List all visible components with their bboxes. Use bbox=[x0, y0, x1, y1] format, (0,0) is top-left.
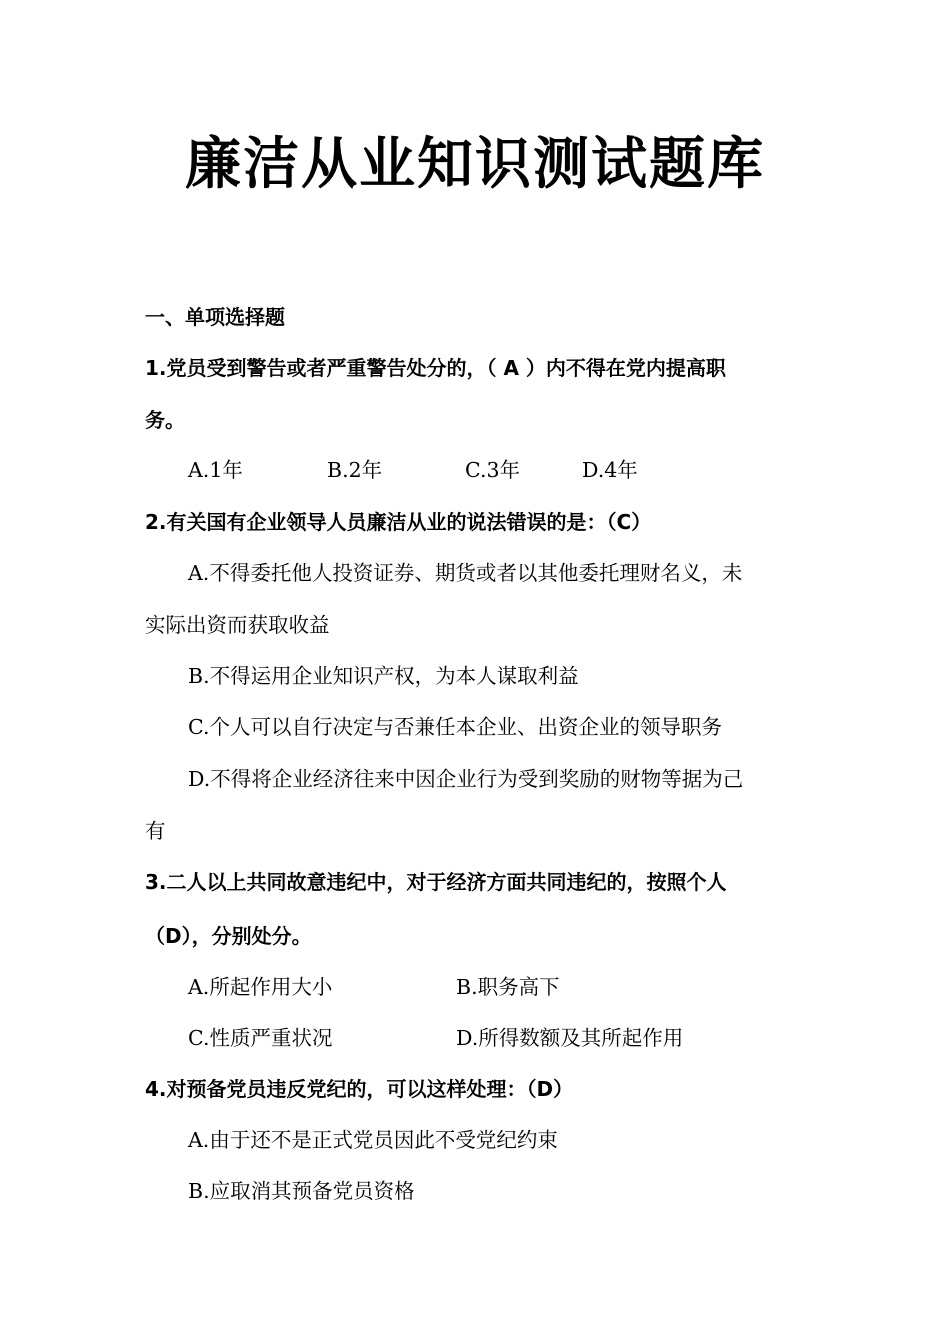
question-2-option-b: B.不得运用企业知识产权，为本人谋取利益 bbox=[188, 664, 579, 688]
question-1-option-b: B.2年 bbox=[327, 458, 383, 482]
question-2-option-a-cont: 实际出资而获取收益 bbox=[145, 613, 330, 637]
document-title: 廉洁从业知识测试题库 bbox=[185, 132, 765, 197]
question-4-option-b: B.应取消其预备党员资格 bbox=[188, 1179, 415, 1203]
question-4-text: 4.对预备党员违反党纪的，可以这样处理：（D） bbox=[145, 1077, 574, 1101]
question-1-option-c: C.3年 bbox=[465, 458, 521, 482]
question-3-option-d: D.所得数额及其所起作用 bbox=[456, 1026, 684, 1050]
question-1-text-cont: 务。 bbox=[145, 408, 185, 432]
question-1-option-d: D.4年 bbox=[582, 458, 638, 482]
question-3-option-b: B.职务高下 bbox=[456, 975, 560, 999]
question-1-text: 1.党员受到警告或者严重警告处分的，（ A ）内不得在党内提高职 bbox=[145, 356, 726, 380]
question-3-text-cont: （D），分别处分。 bbox=[145, 924, 312, 948]
question-4-option-a: A.由于还不是正式党员因此不受党纪约束 bbox=[188, 1128, 558, 1152]
question-2-option-d-cont: 有 bbox=[145, 819, 166, 843]
question-2-text: 2.有关国有企业领导人员廉洁从业的说法错误的是：（C） bbox=[145, 510, 652, 534]
question-3-text: 3.二人以上共同故意违纪中，对于经济方面共同违纪的，按照个人 bbox=[145, 870, 727, 894]
section-heading: 一、单项选择题 bbox=[145, 305, 285, 329]
question-3-option-a: A.所起作用大小 bbox=[188, 975, 333, 999]
question-1-option-a: A.1年 bbox=[188, 458, 243, 482]
question-2-option-d: D.不得将企业经济往来中因企业行为受到奖励的财物等据为己 bbox=[188, 767, 744, 791]
question-2-option-a: A.不得委托他人投资证券、期货或者以其他委托理财名义，未 bbox=[188, 561, 743, 585]
question-2-option-c: C.个人可以自行决定与否兼任本企业、出资企业的领导职务 bbox=[188, 715, 722, 739]
question-3-option-c: C.性质严重状况 bbox=[188, 1026, 333, 1050]
